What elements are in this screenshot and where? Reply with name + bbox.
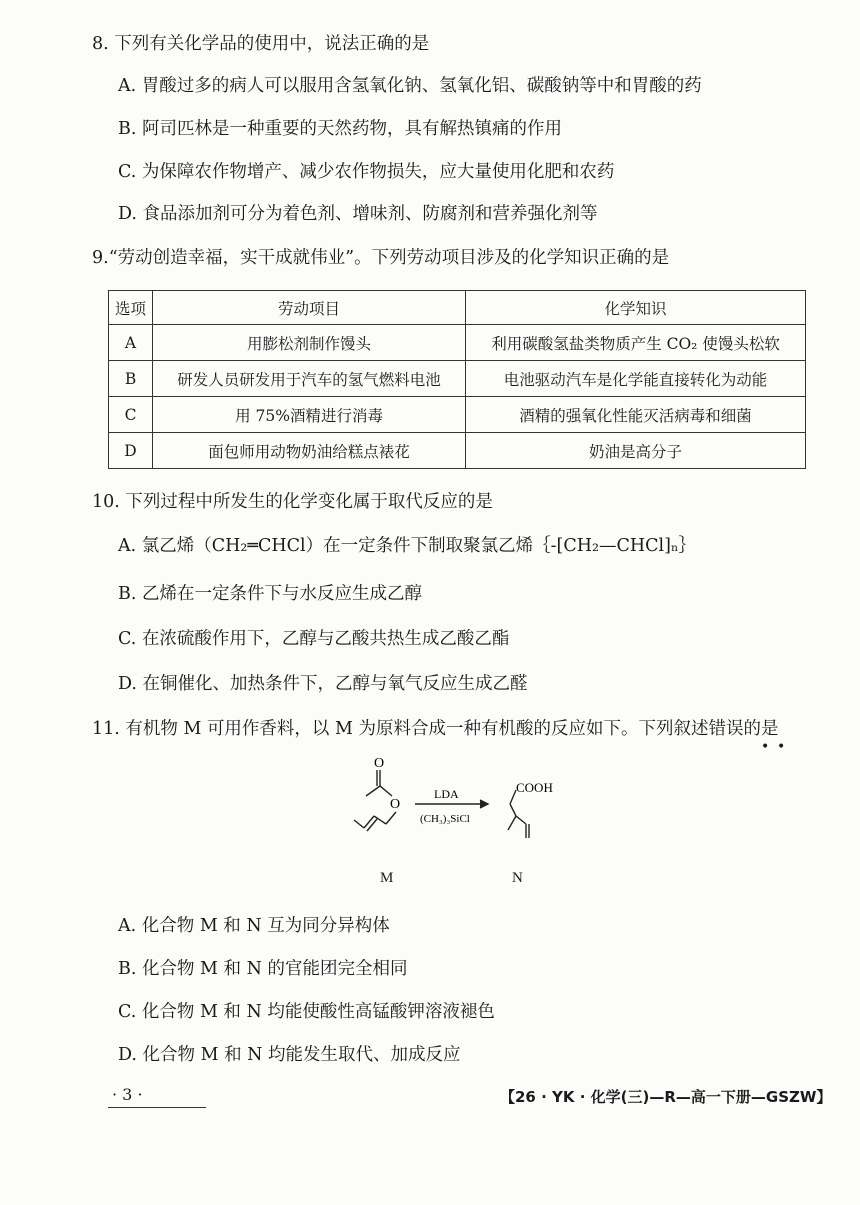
footer-divider [108,1107,206,1108]
page-number: · 3 · [112,1085,143,1104]
question-10-option-d: D. 在铜催化、加热条件下，乙醇与氧气反应生成乙醛 [118,674,528,694]
table-cell: 用膨松剂制作馒头 [153,325,466,361]
alkene-bond [364,816,374,828]
table-header-project: 劳动项目 [153,291,466,325]
question-8-option-c: C. 为保障农作物增产、减少农作物损失，应大量使用化肥和农药 [118,162,615,182]
question-8-option-b: B. 阿司匹林是一种重要的天然药物，具有解热镇痛的作用 [118,119,562,139]
carboxyl-group: COOH [516,780,553,795]
table-cell: B [109,361,153,397]
table-cell: 奶油是高分子 [466,433,806,469]
question-10-option-b: B. 乙烯在一定条件下与水反应生成乙醇 [118,584,422,604]
table-row [109,433,806,469]
table-row [109,361,806,397]
table-header-option: 选项 [109,291,153,325]
question-10-stem: 10. 下列过程中所发生的化学变化属于取代反应的是 [92,492,493,512]
table-cell: C [109,397,153,433]
question-8-option-d: D. 食品添加剂可分为着色剂、增味剂、防腐剂和营养强化剂等 [118,204,598,224]
reaction-scheme [340,758,590,858]
ester-bond [380,786,392,796]
question-11-option-c: C. 化合物 M 和 N 均能使酸性高锰酸钾溶液褪色 [118,1002,495,1022]
ester-oxygen: O [390,797,401,812]
table-header-row [109,291,806,325]
table-cell: 用 75%酒精进行消毒 [153,397,466,433]
o-ch2-bond [386,812,396,824]
labor-knowledge-table [108,290,806,469]
reagent-top: LDA [434,787,459,801]
question-11-stem: 11. 有机物 M 可用作香料，以 M 为原料合成一种有机酸的反应如下。下列叙述错误的是 [92,719,779,739]
question-11-option-a: A. 化合物 M 和 N 互为同分异构体 [118,916,390,936]
emphasis-dot: • [761,739,770,755]
question-10-option-a: A. 氯乙烯（CH₂═CHCl）在一定条件下制取聚氯乙烯｛-[CH₂—CHCl]ₙ｝ [118,536,697,556]
question-9-stem: 9.“劳动创造幸福，实干成就伟业”。下列劳动项目涉及的化学知识正确的是 [92,248,670,268]
exam-code: 【26 · YK · 化学(三)—R—高一下册—GSZW】 [500,1088,832,1106]
compound-label-n: N [512,870,523,886]
methyl-branch [508,816,516,830]
table-cell: 酒精的强氧化性能灭活病毒和细菌 [466,397,806,433]
methyl-bond [366,786,380,796]
question-8-option-a: A. 胃酸过多的病人可以服用含氢氧化钠、氢氧化铝、碳酸钠等中和胃酸的药 [118,76,702,96]
table-row [109,397,806,433]
compound-label-m: M [380,870,394,886]
question-10-option-c: C. 在浓硫酸作用下，乙醇与乙酸共热生成乙酸乙酯 [118,629,510,649]
table-cell: 利用碳酸氢盐类物质产生 CO₂ 使馒头松软 [466,325,806,361]
question-11-option-d: D. 化合物 M 和 N 均能发生取代、加成反应 [118,1045,461,1065]
table-header-knowledge: 化学知识 [466,291,806,325]
table-cell: 面包师用动物奶油给糕点裱花 [153,433,466,469]
question-11-option-b: B. 化合物 M 和 N 的官能团完全相同 [118,959,408,979]
table-cell: 电池驱动汽车是化学能直接转化为动能 [466,361,806,397]
question-8-stem: 8. 下列有关化学品的使用中，说法正确的是 [92,34,430,54]
carbonyl-oxygen: O [374,758,385,771]
table-cell: D [109,433,153,469]
reagent-bottom: (CH₃)₃SiCl [420,813,470,825]
table-cell: A [109,325,153,361]
vinyl-bond [516,816,526,824]
emphasis-dot: • [777,739,786,755]
table-cell: 研发人员研发用于汽车的氢气燃料电池 [153,361,466,397]
table-row [109,325,806,361]
